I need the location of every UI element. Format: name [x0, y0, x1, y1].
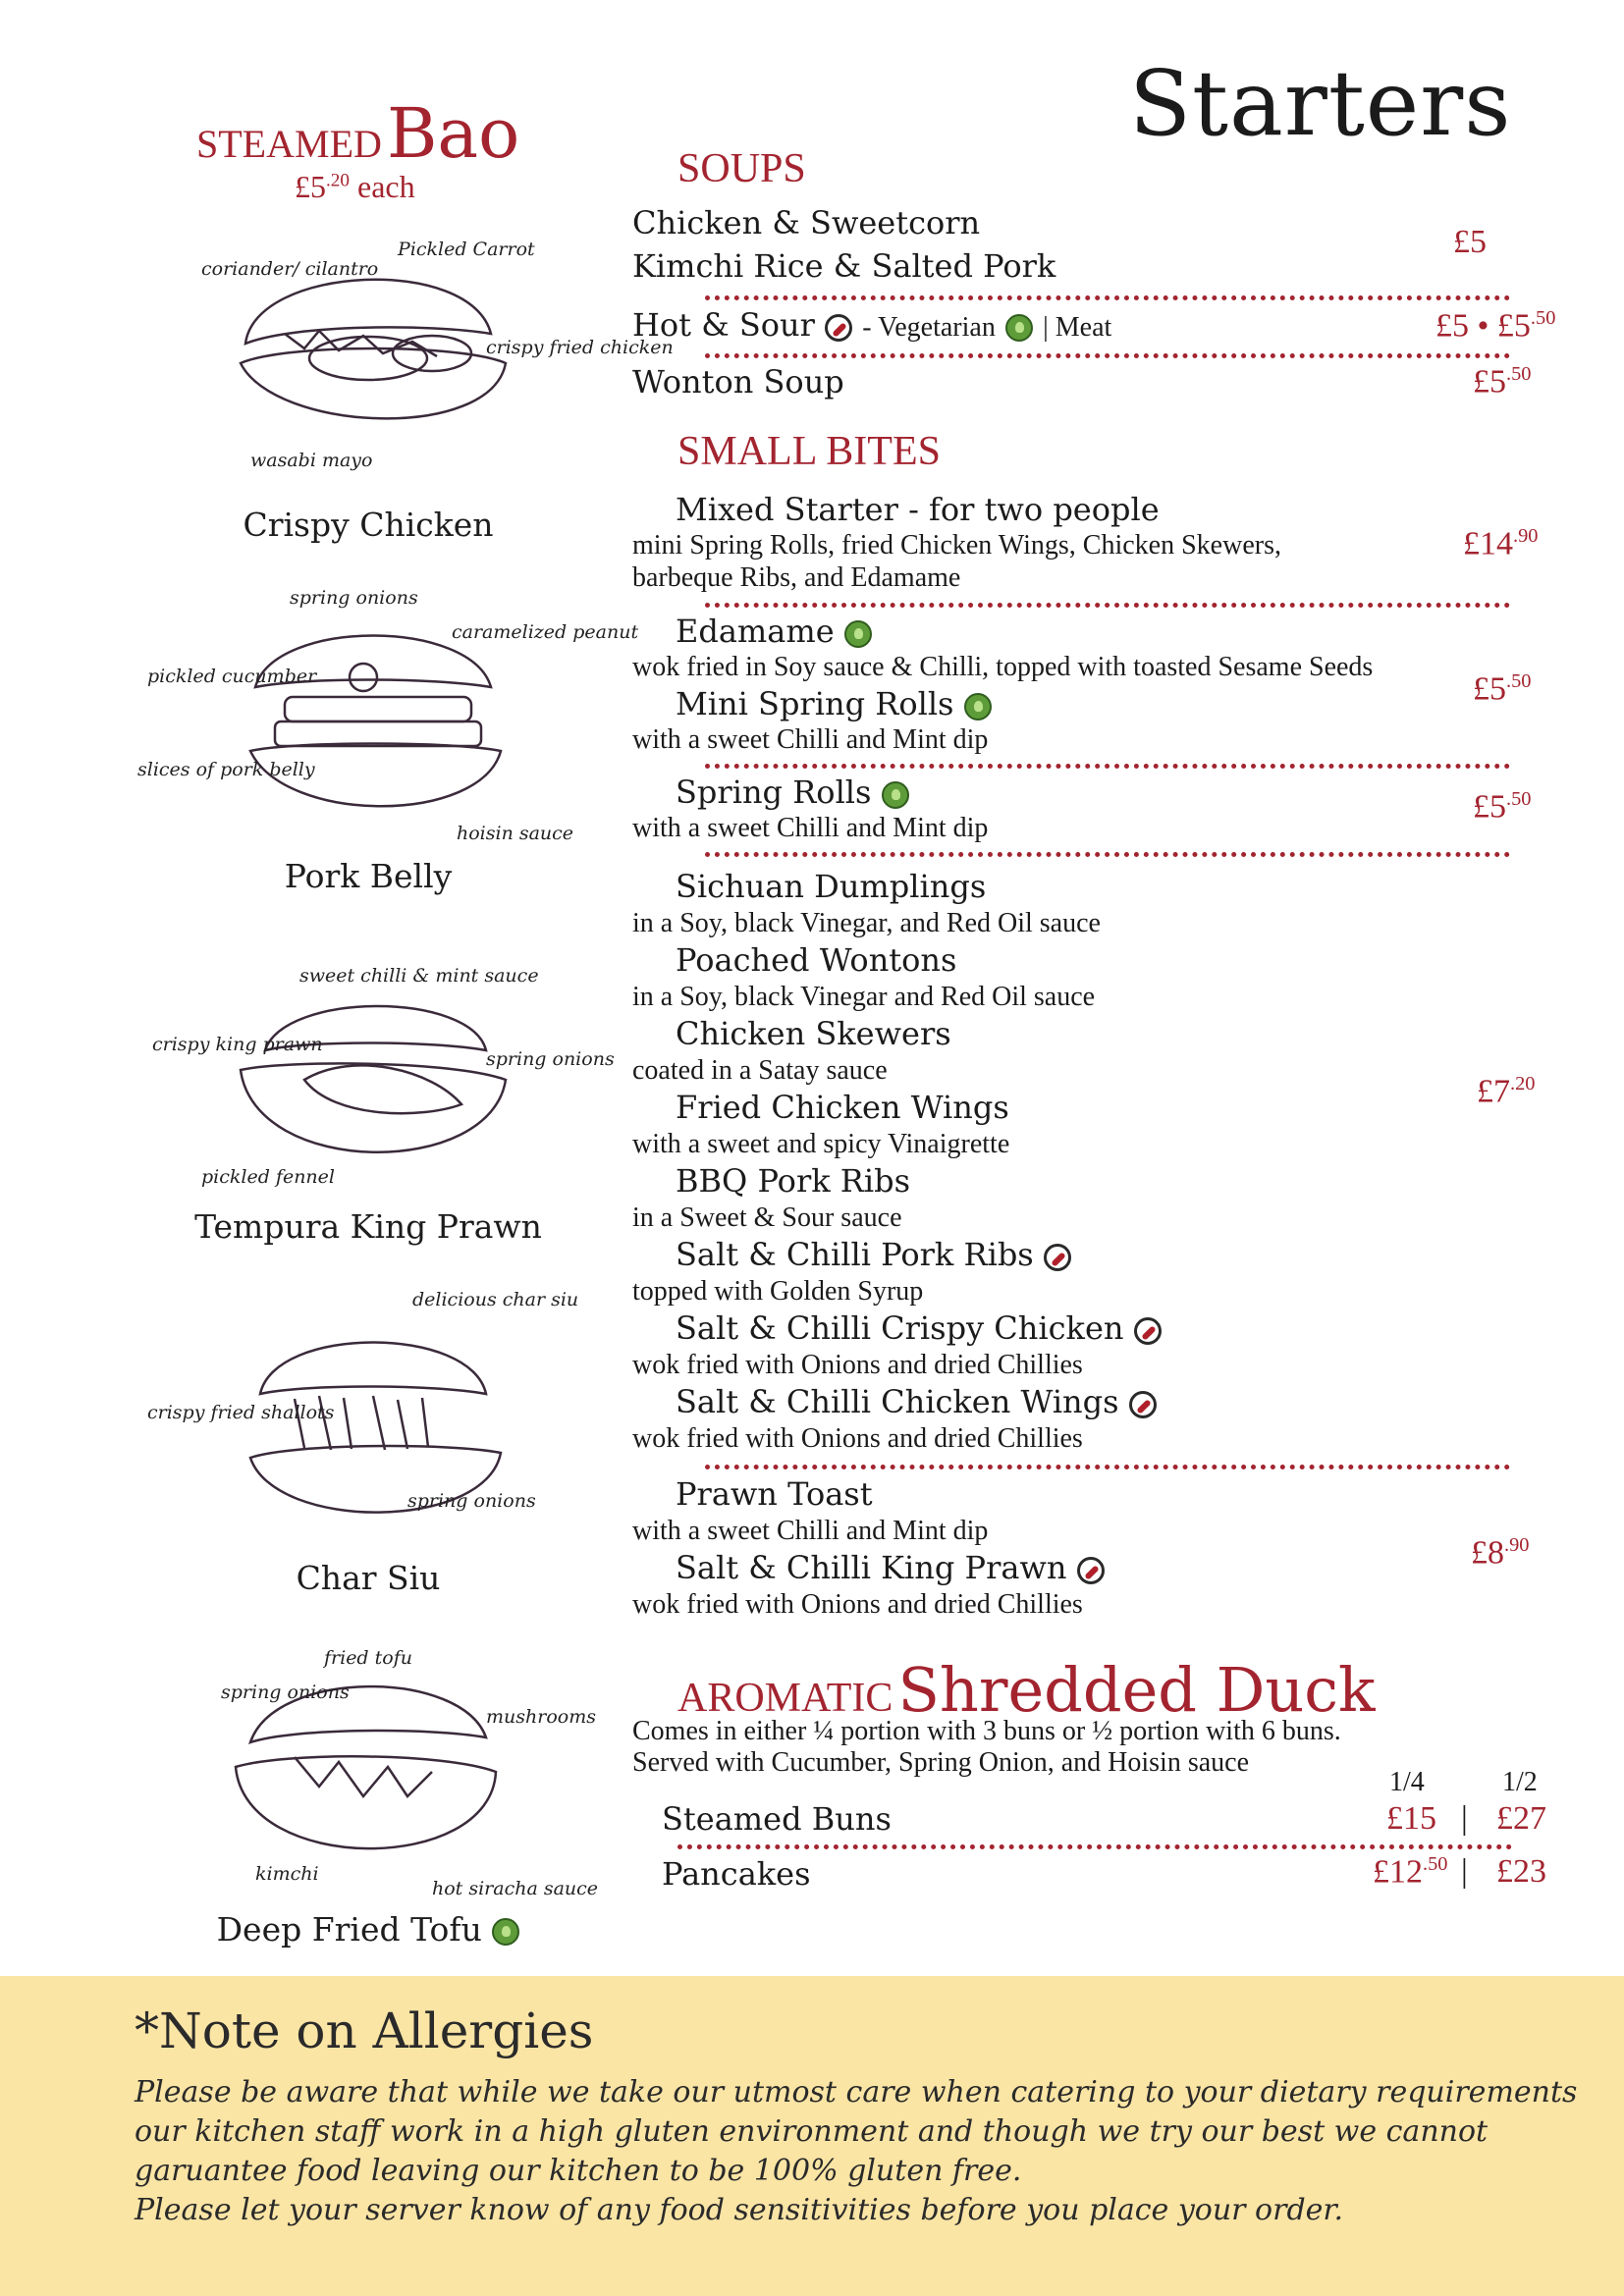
bao-price-main: £5: [295, 169, 326, 204]
allergy-text-1: Please be aware that while we take our utmost care when catering to your dietary requirements our kitchen staff work in a high gluten environment and though we try our best we cannot garuantee food leaving our kitchen to be 100% gluten free.: [135, 2075, 1578, 2188]
sichuan-dumplings-desc: in a Soy, black Vinegar, and Red Oil sauce: [632, 908, 1101, 938]
group1-price-sup: .50: [1506, 670, 1532, 692]
note-fried-tofu: fried tofu: [324, 1647, 412, 1669]
divider: [705, 1465, 1510, 1469]
bao-heading-big: Bao: [386, 93, 520, 174]
salt-chilli-king-prawn-name: Salt & Chilli King Prawn: [676, 1549, 1067, 1586]
salt-chilli-chicken-wings-desc: wok fried with Onions and dried Chillies: [632, 1423, 1083, 1454]
duck-buns-half-price: £27: [1496, 1800, 1546, 1837]
edamame-desc: wok fried in Soy sauce & Chilli, topped with toasted Sesame Seeds: [632, 652, 1374, 682]
note-hoisin: hoisin sauce: [457, 823, 574, 844]
wonton-price-sup: .50: [1506, 363, 1532, 385]
note-siracha: hot siracha sauce: [432, 1878, 599, 1899]
note-wasabi-mayo: wasabi mayo: [250, 450, 373, 471]
pork-belly-bao-sketch: [137, 579, 639, 874]
note-sweet-chilli: sweet chilli & mint sauce: [299, 965, 539, 987]
note-pickled-fennel: pickled fennel: [201, 1166, 335, 1188]
note-coriander: coriander/ cilantro: [201, 258, 379, 280]
note-pork-belly: slices of pork belly: [137, 759, 315, 780]
chicken-skewers: Chicken Skewers: [676, 1015, 951, 1052]
mini-spring-rolls-name: Mini Spring Rolls: [676, 685, 954, 722]
note-spring-onions-4: spring onions: [221, 1682, 350, 1703]
pancakes-quarter-sup: .50: [1423, 1853, 1448, 1875]
note-spring-onions-2: spring onions: [486, 1048, 615, 1070]
divider: [705, 764, 1510, 769]
hot-sour-meat: | Meat: [1043, 312, 1112, 343]
bao-char-siu: Char Siu: [296, 1559, 441, 1597]
salt-chilli-pork-ribs-desc: topped with Golden Syrup: [632, 1276, 924, 1307]
wonton-price-main: £5: [1473, 363, 1506, 400]
prawn-toast-desc: with a sweet Chilli and Mint dip: [632, 1516, 989, 1546]
mixed-starter-price-sup: .90: [1513, 525, 1539, 547]
chilli-icon: [1077, 1557, 1105, 1584]
poached-wontons-desc: in a Soy, black Vinegar and Red Oil sauce: [632, 982, 1096, 1012]
edamame-group-price: [1473, 670, 1532, 708]
duck-pancakes-half-price: £23: [1496, 1853, 1546, 1890]
hot-sour-price-meat-sup: .50: [1530, 307, 1556, 329]
note-kimchi: kimchi: [255, 1863, 319, 1885]
divider: [705, 353, 1510, 358]
duck-desc-2: Served with Cucumber, Spring Onion, and Hoisin sauce: [632, 1747, 1250, 1778]
bao-price: [295, 169, 415, 205]
vegetarian-icon: [844, 620, 872, 648]
edamame-name: Edamame: [676, 613, 835, 650]
bao-heading-small: STEAMED: [196, 122, 382, 166]
bao-price-suffix: each: [349, 169, 415, 204]
tofu-bao-sketch: [137, 1639, 609, 1934]
chilli-icon: [1129, 1391, 1157, 1418]
page-title: Starters: [1129, 51, 1512, 156]
group1-price-main: £5: [1473, 670, 1506, 708]
hot-sour-price: [1435, 307, 1555, 345]
note-crispy-king-prawn: crispy king prawn: [152, 1034, 323, 1055]
note-crispy-fried-chicken: crispy fried chicken: [486, 337, 674, 358]
salt-chilli-king-prawn-desc: wok fried with Onions and dried Chillies: [632, 1589, 1083, 1620]
poached-wontons: Poached Wontons: [676, 941, 957, 979]
allergy-title: *Note on Allergies: [135, 2002, 594, 2059]
duck-col-quarter: 1/4: [1389, 1767, 1425, 1797]
hot-sour-price-meat: £5: [1496, 307, 1531, 345]
bao-deep-fried-tofu: [123, 1910, 614, 1949]
duck-pancakes-separator: |: [1461, 1853, 1468, 1890]
spring-rolls-desc: with a sweet Chilli and Mint dip: [632, 813, 989, 843]
group3-price-main: £7: [1477, 1073, 1510, 1110]
note-char-siu: delicious char siu: [412, 1289, 579, 1310]
small-bites-heading: SMALL BITES: [677, 429, 941, 474]
allergy-text-2: Please let your server know of any food sensitivities before you place your order.: [135, 2193, 1343, 2227]
mini-spring-rolls-desc: with a sweet Chilli and Mint dip: [632, 724, 989, 755]
chicken-skewers-desc: coated in a Satay sauce: [632, 1055, 888, 1086]
note-spring-onions: spring onions: [290, 587, 418, 609]
salt-chilli-pork-ribs-name: Salt & Chilli Pork Ribs: [676, 1236, 1034, 1273]
group3-price: [1477, 1073, 1536, 1110]
note-pickled-carrot: Pickled Carrot: [398, 239, 535, 260]
mixed-starter-name: Mixed Starter: [676, 491, 898, 528]
divider: [705, 852, 1510, 857]
allergy-text: [135, 2073, 1597, 2230]
duck-heading-big: Shredded Duck: [897, 1654, 1376, 1726]
duck-pancakes: Pancakes: [662, 1855, 811, 1893]
prawn-toast: Prawn Toast: [676, 1475, 873, 1513]
vegetarian-icon: [1005, 314, 1033, 342]
divider: [705, 603, 1510, 608]
sichuan-dumplings: Sichuan Dumplings: [676, 868, 987, 905]
salt-chilli-chicken-wings: [676, 1383, 1157, 1420]
group4-price-sup: .90: [1504, 1534, 1530, 1556]
note-spring-onions-3: spring onions: [407, 1490, 536, 1512]
soup-price-5: £5: [1453, 224, 1487, 260]
spring-rolls: [676, 774, 909, 811]
divider: [705, 295, 1510, 300]
salt-chilli-king-prawn: [676, 1549, 1105, 1586]
hot-sour-price-veg: £5: [1435, 307, 1469, 345]
mixed-starter-suffix: - for two people: [897, 491, 1160, 528]
vegetarian-icon: [882, 781, 909, 809]
group4-price: [1471, 1534, 1530, 1572]
salt-chilli-pork-ribs: [676, 1236, 1071, 1273]
duck-pancakes-quarter-price: [1373, 1853, 1448, 1891]
bao-tempura-king-prawn: Tempura King Prawn: [194, 1207, 542, 1246]
duck-desc-1: Comes in either ¼ portion with 3 buns or ½ portion with 6 buns.: [632, 1716, 1341, 1746]
vegetarian-icon: [964, 693, 992, 721]
duck-steamed-buns: Steamed Buns: [662, 1800, 892, 1838]
soup-hot-sour: [632, 306, 1111, 344]
bao-crispy-chicken: Crispy Chicken: [243, 506, 494, 544]
duck-heading-small: AROMATIC: [677, 1676, 893, 1721]
spring-rolls-price-main: £5: [1473, 788, 1506, 826]
chilli-icon: [1134, 1317, 1162, 1345]
edamame: [676, 613, 872, 650]
char-siu-bao-sketch: [137, 1286, 609, 1580]
bbq-pork-ribs-desc: in a Sweet & Sour sauce: [632, 1202, 902, 1233]
vegetarian-icon: [492, 1918, 519, 1946]
note-pickled-cucumber: pickled cucumber: [147, 666, 317, 687]
soup-hot-sour-label: Hot & Sour: [632, 306, 815, 344]
salt-chilli-crispy-chicken-name: Salt & Chilli Crispy Chicken: [676, 1309, 1124, 1347]
soup-wonton: Wonton Soup: [632, 363, 844, 400]
bao-tofu-label: Deep Fried Tofu: [216, 1910, 482, 1949]
group3-price-sup: .20: [1510, 1073, 1536, 1095]
soup-kimchi-rice: Kimchi Rice & Salted Pork: [632, 247, 1056, 285]
duck-buns-separator: |: [1461, 1800, 1468, 1837]
mixed-starter: [676, 491, 1160, 528]
mixed-starter-desc-2: barbeque Ribs, and Edamame: [632, 562, 961, 593]
wonton-price: [1473, 363, 1532, 400]
spring-rolls-name: Spring Rolls: [676, 774, 872, 811]
chilli-icon: [825, 314, 852, 342]
spring-rolls-price-sup: .50: [1506, 788, 1532, 810]
chilli-icon: [1044, 1244, 1071, 1271]
bao-pork-belly: Pork Belly: [284, 857, 453, 895]
soups-heading: SOUPS: [677, 146, 806, 191]
bbq-pork-ribs: BBQ Pork Ribs: [676, 1162, 911, 1200]
divider: [677, 1844, 1512, 1849]
mini-spring-rolls: [676, 685, 992, 722]
note-crispy-shallots: crispy fried shallots: [147, 1402, 335, 1423]
mixed-starter-desc-1: mini Spring Rolls, fried Chicken Wings, Chicken Skewers,: [632, 530, 1281, 561]
bao-heading: [196, 93, 519, 174]
duck-col-half: 1/2: [1502, 1767, 1538, 1797]
salt-chilli-chicken-wings-name: Salt & Chilli Chicken Wings: [676, 1383, 1119, 1420]
crispy-chicken-bao-sketch: [137, 216, 674, 510]
salt-chilli-crispy-chicken-desc: wok fried with Onions and dried Chillies: [632, 1350, 1083, 1380]
fried-chicken-wings-desc: with a sweet and spicy Vinaigrette: [632, 1129, 1010, 1159]
fried-chicken-wings: Fried Chicken Wings: [676, 1089, 1009, 1126]
salt-chilli-crispy-chicken: [676, 1309, 1162, 1347]
pancakes-quarter-main: £12: [1373, 1853, 1423, 1891]
duck-buns-quarter-price: £15: [1386, 1800, 1436, 1837]
group4-price-main: £8: [1471, 1534, 1504, 1572]
soup-chicken-sweetcorn: Chicken & Sweetcorn: [632, 204, 981, 241]
price-separator: •: [1477, 307, 1489, 345]
note-caramelized-peanut: caramelized peanut: [452, 621, 639, 643]
mixed-starter-price-main: £14: [1463, 525, 1513, 562]
spring-rolls-price: [1473, 788, 1532, 826]
tempura-prawn-bao-sketch: [137, 942, 615, 1237]
mixed-starter-price: [1463, 525, 1539, 562]
bao-price-sup: .20: [326, 170, 350, 191]
note-mushrooms: mushrooms: [486, 1706, 596, 1728]
hot-sour-vegetarian: - Vegetarian: [862, 312, 996, 343]
